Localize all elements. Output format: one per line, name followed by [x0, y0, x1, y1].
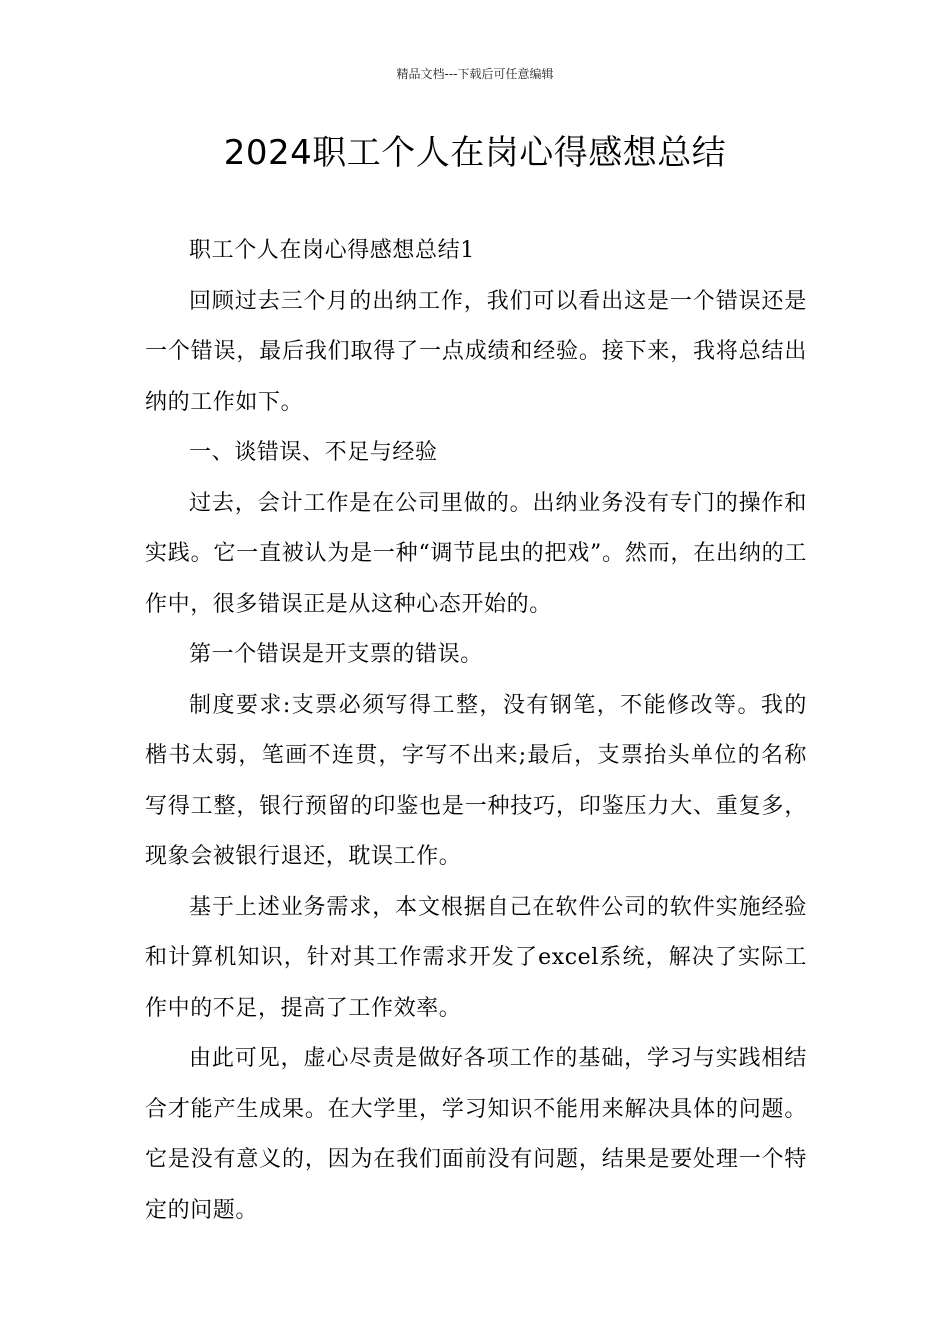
subsection-heading: 一、谈错误、不足与经验	[189, 440, 438, 465]
header-note: 精品文档---下载后可任意编辑	[396, 67, 554, 81]
paragraph: 过去，会计工作是在公司里做的。出纳业务没有专门的操作和实践。它一直被认为是一种“调节昆虫的把戏”。然而，在出纳的工作中，很多错误正是从这种心态开始的。	[145, 490, 807, 617]
paragraph: 基于上述业务需求，本文根据自己在软件公司的软件实施经验和计算机知识，针对其工作需求开发了excel系统，解决了实际工作中的不足，提高了工作效率。	[145, 894, 807, 1021]
section-heading: 职工个人在岗心得感想总结1	[189, 238, 475, 263]
document-body	[145, 226, 807, 1236]
paragraph: 制度要求:支票必须写得工整，没有钢笔，不能修改等。我的楷书太弱，笔画不连贯，字写不出来;最后，支票抬头单位的名称写得工整，银行预留的印鉴也是一种技巧，印鉴压力大、重复多，现象会被银行退还，耽误工作。	[145, 692, 807, 869]
paragraph: 回顾过去三个月的出纳工作，我们可以看出这是一个错误还是一个错误，最后我们取得了一点成绩和经验。接下来，我将总结出纳的工作如下。	[145, 288, 807, 415]
paragraph: 第一个错误是开支票的错误。	[189, 642, 483, 667]
document-title: 2024职工个人在岗心得感想总结	[223, 133, 727, 173]
paragraph: 由此可见，虚心尽责是做好各项工作的基础，学习与实践相结合才能产生成果。在大学里，学习知识不能用来解决具体的问题。它是没有意义的，因为在我们面前没有问题，结果是要处理一个特定的问题。	[145, 1046, 807, 1223]
